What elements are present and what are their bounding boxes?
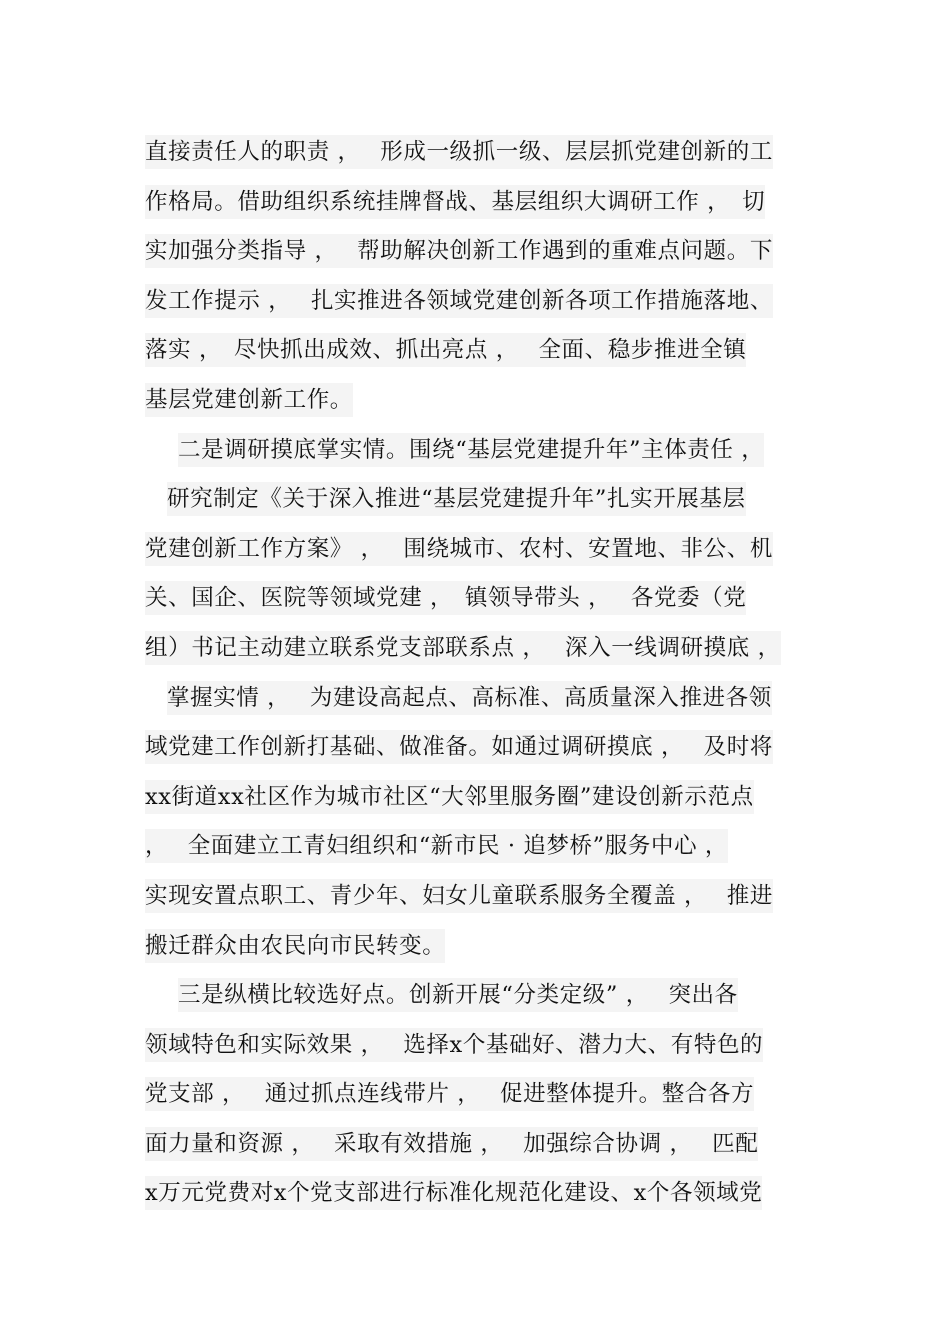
paragraph-start-line — [145, 971, 815, 1021]
text-line-content: 领域特色和实际效果 ， 选择x个基础好、潜力大、有特色的 — [145, 1028, 763, 1062]
text-line — [145, 723, 815, 773]
text-line — [145, 475, 815, 525]
text-line-content: 面力量和资源 ， 采取有效措施 ， 加强综合协调 ， 匹配 — [145, 1127, 758, 1161]
text-line — [145, 822, 815, 872]
text-line — [145, 872, 815, 922]
text-line — [145, 178, 815, 228]
text-line — [145, 376, 815, 426]
text-line — [145, 128, 815, 178]
text-line-content: 三是纵横比较选好点。创新开展“分类定级” ， 突出各 — [178, 978, 738, 1012]
paragraph-start-line — [145, 426, 815, 476]
text-line — [145, 922, 815, 972]
text-line-content: 发工作提示 ， 扎实推进各领域党建创新各项工作措施落地、 — [145, 284, 773, 318]
text-line — [145, 525, 815, 575]
text-line-content: 掌握实情 ， 为建设高起点、高标准、高质量深入推进各领 — [167, 681, 772, 715]
text-line-content: 直接责任人的职责 ， 形成一级抓一级、层层抓党建创新的工 — [145, 135, 773, 169]
text-line-content: 实现安置点职工、青少年、妇女儿童联系服务全覆盖 ， 推进 — [145, 879, 773, 913]
text-line-content: ， 全面建立工青妇组织和“新市民 · 追梦桥”服务中心 ， — [145, 829, 728, 863]
text-line-content: 组）书记主动建立联系党支部联系点 ， 深入一线调研摸底 ， — [145, 631, 781, 665]
text-line-content: 实加强分类指导 ， 帮助解决创新工作遇到的重难点问题。下 — [145, 234, 773, 268]
text-line-content: xx街道xx社区作为城市社区“大邻里服务圈”建设创新示范点 — [145, 780, 754, 814]
text-line — [145, 1021, 815, 1071]
text-line-content: 党支部 ， 通过抓点连线带片 ， 促进整体提升。整合各方 — [145, 1077, 754, 1111]
text-line-content: 党建创新工作方案》 ， 围绕城市、农村、安置地、非公、机 — [145, 532, 773, 566]
document-body — [145, 128, 815, 1219]
text-line-content: 域党建工作创新打基础、做准备。如通过调研摸底 ， 及时将 — [145, 730, 773, 764]
text-line — [145, 326, 815, 376]
text-line-content: x万元党费对x个党支部进行标准化规范化建设、x个各领域党 — [145, 1176, 762, 1210]
text-line-content: 关、国企、医院等领域党建 ， 镇领导带头 ， 各党委（党 — [145, 581, 746, 615]
text-line — [145, 624, 815, 674]
text-line — [145, 277, 815, 327]
text-line-content: 搬迁群众由农民向市民转变。 — [145, 929, 445, 963]
text-line — [145, 574, 815, 624]
text-line — [145, 674, 815, 724]
text-line-content: 作格局。借助组织系统挂牌督战、基层组织大调研工作 ， 切 — [145, 185, 765, 219]
text-line — [145, 1169, 815, 1219]
text-line — [145, 773, 815, 823]
text-line-content: 二是调研摸底掌实情。围绕“基层党建提升年”主体责任 ， — [178, 433, 764, 467]
text-line — [145, 1120, 815, 1170]
text-line-content: 研究制定《关于深入推进“基层党建提升年”扎实开展基层 — [167, 482, 746, 516]
text-line — [145, 227, 815, 277]
text-line-content: 落实 ， 尽快抓出成效、抓出亮点 ， 全面、稳步推进全镇 — [145, 333, 746, 367]
text-line-content: 基层党建创新工作。 — [145, 383, 353, 417]
text-line — [145, 1070, 815, 1120]
